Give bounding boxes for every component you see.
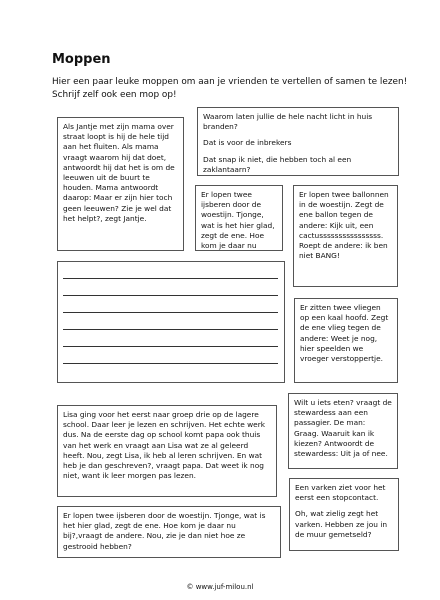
writing-line-2 bbox=[63, 295, 278, 296]
writing-line-5 bbox=[63, 346, 278, 347]
joke-box-varken bbox=[289, 478, 399, 551]
joke-text-ijsberen-short: Er lopen twee ijsberen door de woestijn. Tjonge, wat is het hier glad, zegt de ene. Hoe kom je daar nu bbox=[201, 190, 275, 251]
joke-text-jantje: Als Jantje met zijn mama over straat loopt is hij de hele tijd aan het fluiten. Als mama vraagt waarom hij dat doet, antwoordt hij dat het is om de leeuwen uit de buurt te houden. Mama antwoordt daarop: Maar er zijn hier toch geen leeuwen? Zie je wel dat het helpt?, zegt Jantje. bbox=[63, 122, 175, 223]
joke-text-vliegen: Er zitten twee vliegen op een kaal hoofd. Zegt de ene vlieg tegen de andere: Weet je nog, hier speelden we vroeger verstoppertje. bbox=[300, 303, 389, 364]
joke-licht-line-1: Waarom laten jullie de hele nacht licht in huis branden? bbox=[203, 112, 373, 132]
writing-line-1 bbox=[63, 278, 278, 279]
joke-box-lisa bbox=[57, 405, 277, 497]
writing-line-4 bbox=[63, 329, 278, 330]
joke-licht-line-3: Dat snap ik niet, die hebben toch al een zaklantaarn? bbox=[203, 154, 352, 174]
joke-text-lisa: Lisa ging voor het eerst naar groep drie op de lagere school. Daar leer je lezen en schrijven. Het echte werk dus. Na de eerste dag op school komt papa ook thuis van het werk en vraagt aan Lisa wat ze al geleerd heeft. Nou, zegt Lisa, ik heb al leren schrijven. En wat heb je dan geschreven?, vraagt papa. Dat weet ik nog niet, want ik leer morgen pas lezen. bbox=[63, 410, 266, 481]
joke-box-licht bbox=[197, 107, 399, 176]
joke-text-stewardess: Wilt u iets eten? vraagt de stewardess aan een passagier. De man: Graag. Waaruit kan ik kiezen? Antwoordt de stewardess: Uit ja of nee. bbox=[294, 398, 392, 459]
footer-copyright: © www.juf-milou.nl bbox=[186, 583, 254, 591]
intro-text bbox=[52, 76, 432, 102]
joke-box-ballonnen bbox=[293, 185, 398, 287]
page-title: Moppen bbox=[52, 52, 111, 67]
joke-box-stewardess bbox=[288, 393, 398, 469]
joke-box-ijsberen-short bbox=[195, 185, 283, 251]
intro-line-2: Schrijf zelf ook een mop op! bbox=[52, 90, 177, 100]
joke-box-ijsberen-full bbox=[57, 506, 281, 558]
joke-varken-line-2: Oh, wat zielig zegt het varken. Hebben ze jou in de muur gemetseld? bbox=[295, 509, 388, 539]
intro-line-1: Hier een paar leuke moppen om aan je vrienden te vertellen of samen te lezen! bbox=[52, 77, 408, 87]
joke-text-ballonnen: Er lopen twee ballonnen in de woestijn. Zegt de ene ballon tegen de andere: Kijk uit, een cactussssssssssssssss. Roept de andere: ik ben niet BANG! bbox=[299, 190, 389, 261]
joke-licht-line-2: Dat is voor de inbrekers bbox=[203, 138, 292, 148]
writing-line-3 bbox=[63, 312, 278, 313]
writing-line-6 bbox=[63, 363, 278, 364]
writing-area[interactable] bbox=[57, 261, 285, 383]
joke-box-vliegen bbox=[294, 298, 398, 383]
joke-varken-line-1: Een varken ziet voor het eerst een stopcontact. bbox=[295, 483, 386, 503]
joke-text-ijsberen-full: Er lopen twee ijsberen door de woestijn. Tjonge, wat is het hier glad, zegt de ene. Hoe kom je daar nu bij?,vraagt de andere. Nou, zie je dan niet hoe ze gestrooid hebben? bbox=[63, 511, 266, 551]
joke-box-jantje bbox=[57, 117, 184, 251]
